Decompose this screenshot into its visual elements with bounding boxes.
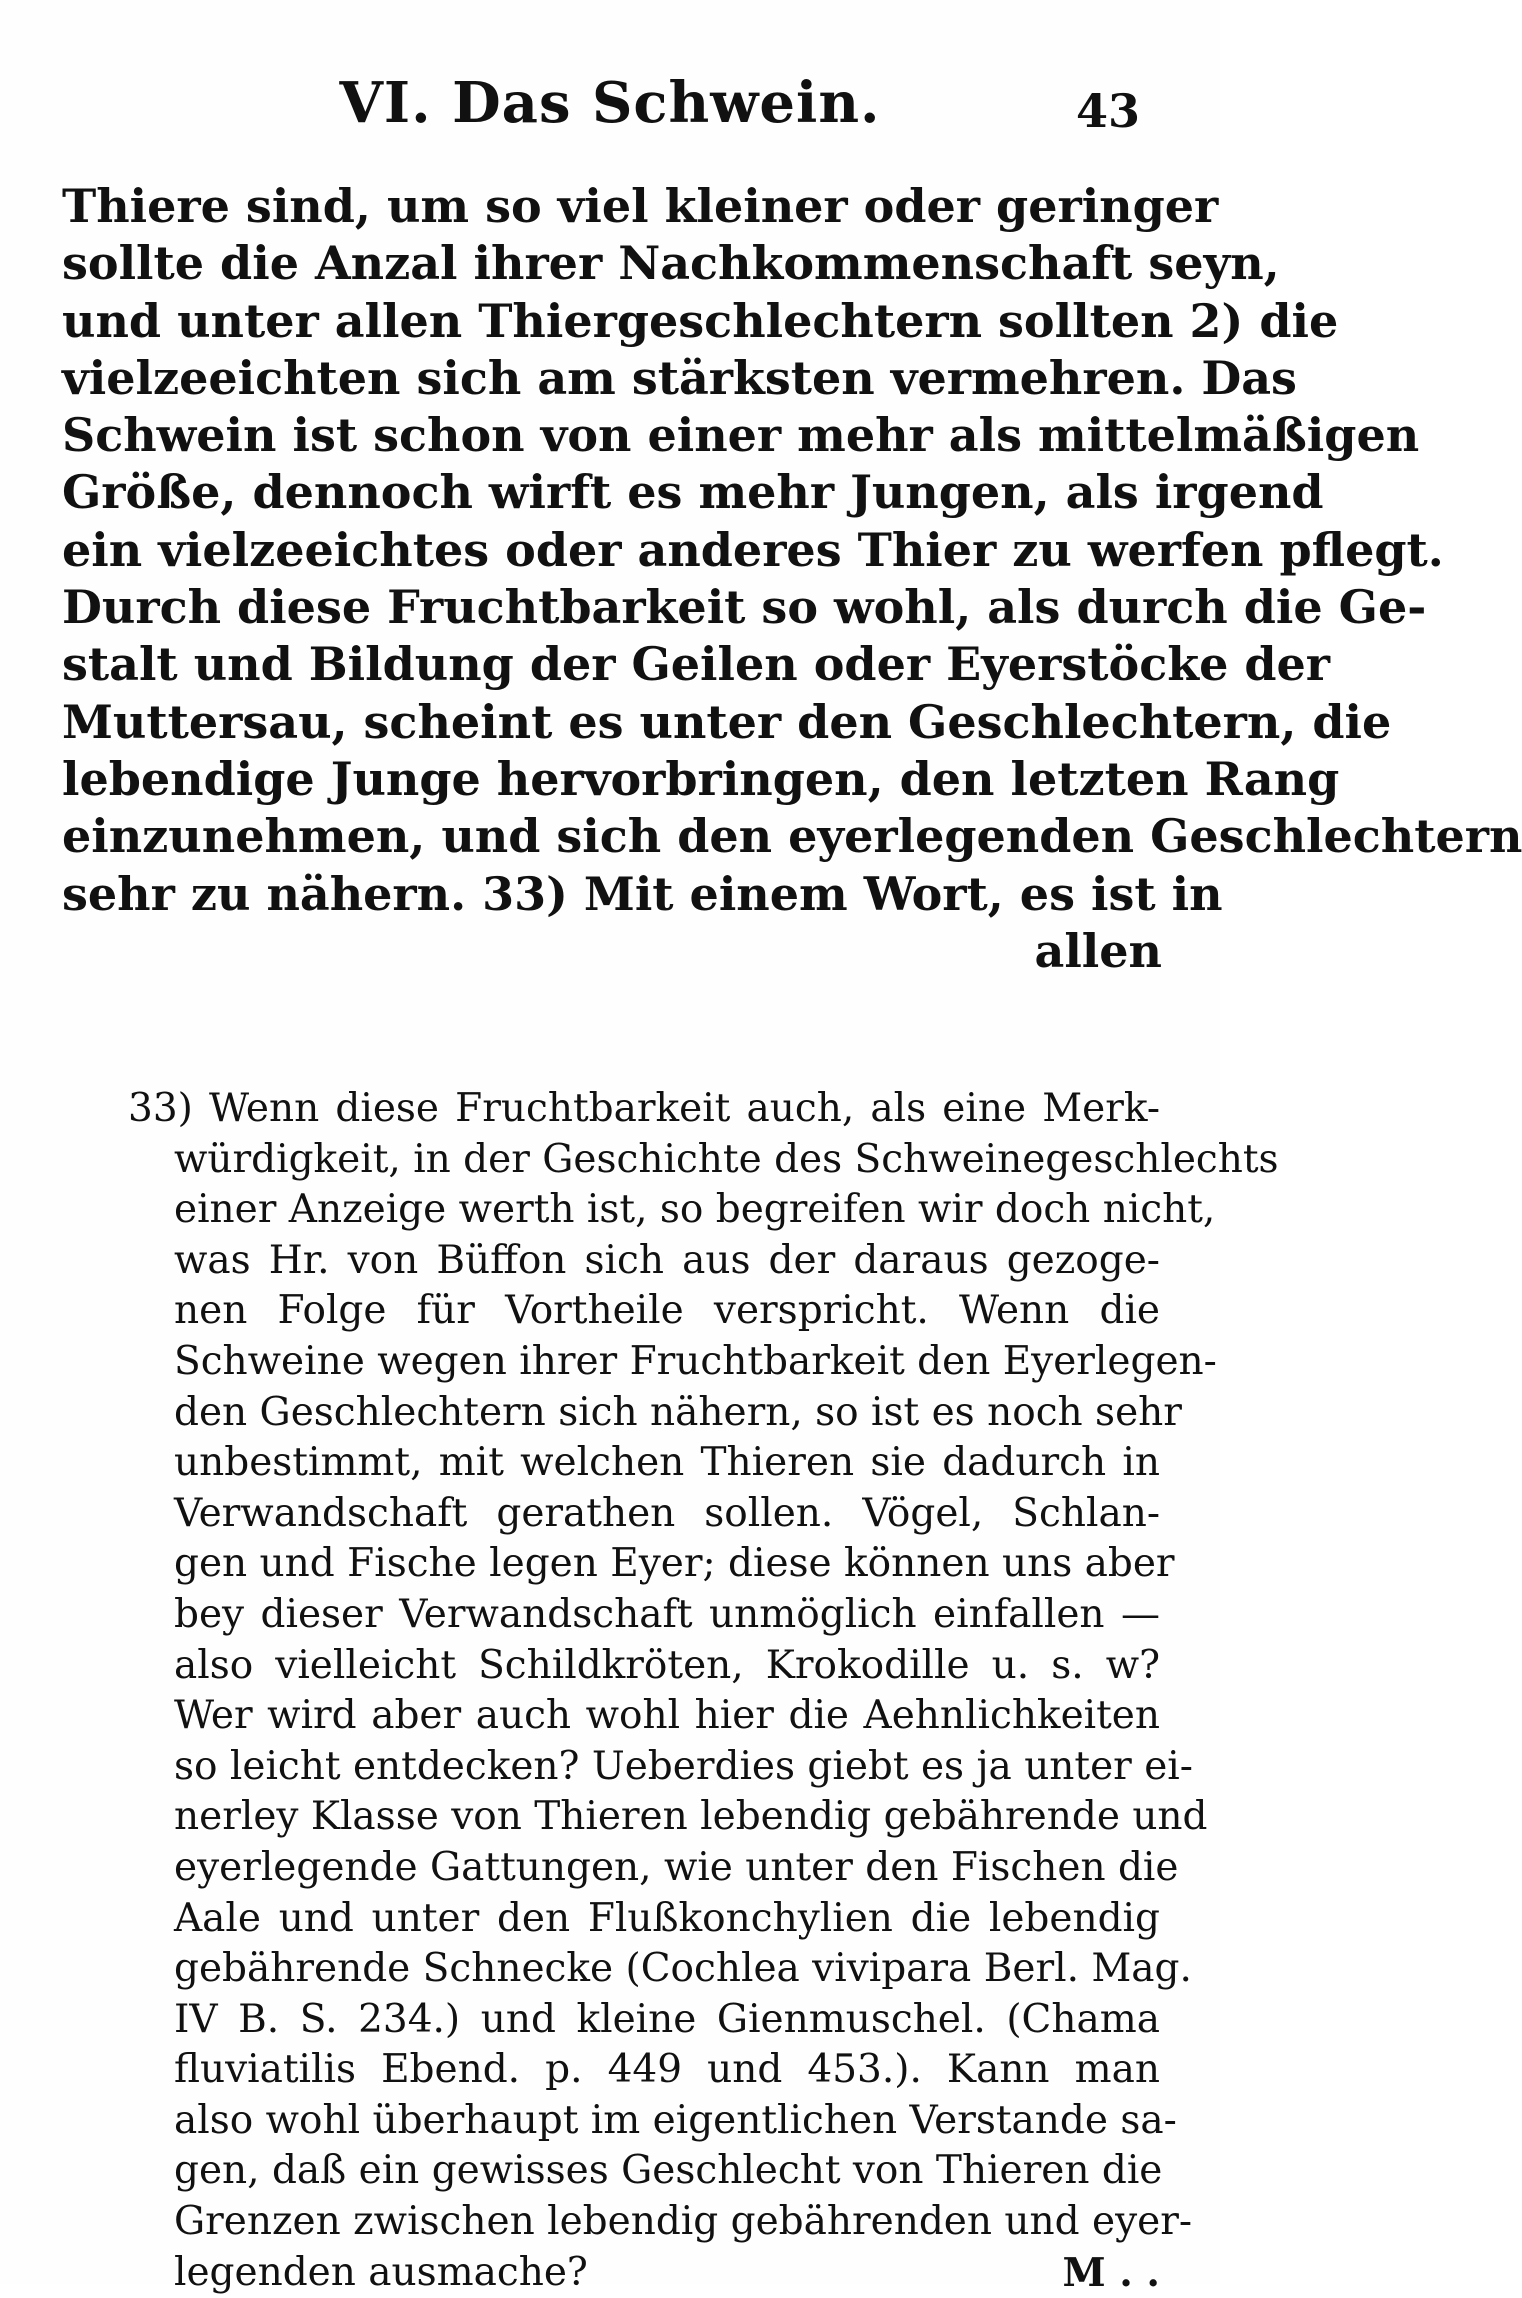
text-line: Größe, dennoch wirft es mehr Jungen, als irgend: [62, 465, 1324, 520]
footnote-line: nen Folge für Vortheile verspricht. Wenn die: [174, 1288, 1160, 1334]
footnote-line: Grenzen zwischen lebendig gebährenden und eyer-: [174, 2199, 1193, 2245]
footnote-last-text: legenden ausmache?: [174, 2249, 588, 2295]
text-line: und unter allen Thiergeschlechtern sollten 2) die: [62, 293, 1339, 348]
text-line: einzunehmen, und sich den eyerlegenden Geschlechtern: [62, 809, 1522, 864]
text-line: Muttersau, scheint es unter den Geschlechtern, die: [62, 694, 1392, 749]
footnote-line: also vielleicht Schildkröten, Krokodille u. s. w?: [174, 1642, 1160, 1688]
footnote-line: fluviatilis Ebend. p. 449 und 453.). Kann man: [174, 2047, 1160, 2093]
catchword: allen: [1034, 923, 1162, 978]
footnote-block: [128, 1084, 1279, 2298]
footnote-line: gen und Fische legen Eyer; diese können uns aber: [174, 1541, 1175, 1587]
footnote-line: IV B. S. 234.) und kleine Gienmuschel. (Chama: [174, 1996, 1160, 2042]
footnote-line: Wer wird aber auch wohl hier die Aehnlichkeiten: [174, 1693, 1160, 1739]
footnote-line: nerley Klasse von Thieren lebendig gebährende und: [174, 1794, 1208, 1840]
running-head: VI. Das Schwein.: [339, 70, 881, 136]
footnote-line: 33) Wenn diese Fruchtbarkeit auch, als eine Merk-: [128, 1086, 1160, 1131]
footnote-line: so leicht entdecken? Ueberdies giebt es ja unter ei-: [174, 1743, 1193, 1789]
footnote-line: gen, daß ein gewisses Geschlecht von Thieren die: [174, 2148, 1163, 2194]
page-number: 43: [1075, 84, 1140, 138]
signature-mark: M . .: [1062, 2249, 1160, 2296]
text-line: lebendige Junge hervorbringen, den letzten Rang: [62, 751, 1340, 806]
footnote-line: Aale und unter den Flußkonchylien die lebendig: [174, 1895, 1160, 1941]
footnote-line: würdigkeit, in der Geschichte des Schweinegeschlechts: [174, 1136, 1279, 1182]
footnote-last-line: [174, 2248, 1160, 2298]
footnote-line: also wohl überhaupt im eigentlichen Verstande sa-: [174, 2097, 1177, 2143]
footnote-line: eyerlegende Gattungen, wie unter den Fischen die: [174, 1844, 1179, 1890]
footnote-line: gebährende Schnecke (Cochlea vivipara Berl. Mag.: [174, 1946, 1192, 1992]
text-line: Thiere sind, um so viel kleiner oder geringer: [62, 179, 1219, 233]
text-line: stalt und Bildung der Geilen oder Eyerstöcke der: [62, 637, 1331, 692]
footnote-line: unbestimmt, mit welchen Thieren sie dadurch in: [174, 1440, 1160, 1486]
main-text-block: [62, 178, 1522, 980]
text-line: Durch diese Fruchtbarkeit so wohl, als durch die Ge-: [62, 580, 1427, 635]
footnote-line: was Hr. von Büffon sich aus der daraus gezoge-: [174, 1237, 1160, 1283]
text-line: sehr zu nähern. 33) Mit einem Wort, es ist in: [62, 866, 1223, 921]
text-line: vielzeeichten sich am stärksten vermehren. Das: [62, 350, 1297, 405]
footnote-line: bey dieser Verwandschaft unmöglich einfallen —: [174, 1591, 1160, 1637]
text-line: Schwein ist schon von einer mehr als mittelmäßigen: [62, 408, 1420, 463]
footnote-line: den Geschlechtern sich nähern, so ist es noch sehr: [174, 1389, 1182, 1435]
footnote-line: einer Anzeige werth ist, so begreifen wir doch nicht,: [174, 1187, 1216, 1233]
footnote-line: Schweine wegen ihrer Fruchtbarkeit den Eyerlegen-: [174, 1338, 1217, 1384]
page-header: [60, 70, 1160, 160]
footnote-line: Verwandschaft gerathen sollen. Vögel, Schlan-: [174, 1490, 1160, 1536]
text-line: ein vielzeeichtes oder anderes Thier zu werfen pflegt.: [62, 522, 1444, 577]
text-line: sollte die Anzal ihrer Nachkommenschaft seyn,: [62, 236, 1280, 291]
